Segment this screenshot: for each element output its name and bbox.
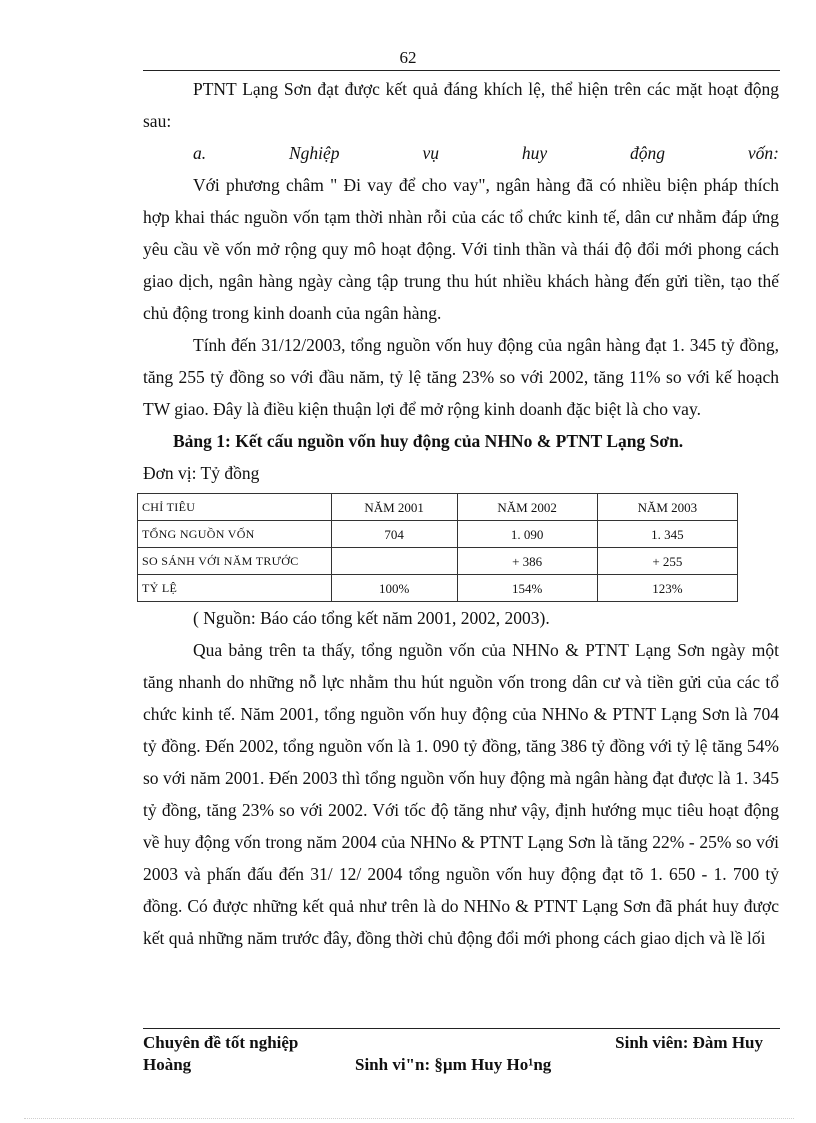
table-cell [331,548,457,575]
table-cell: TỔNG NGUỒN VỐN [138,521,332,548]
document-body [143,73,779,954]
table-cell: 100% [331,575,457,602]
footer-thesis-label: Chuyên đề tốt nghiệp [143,1033,299,1052]
paragraph-intro: PTNT Lạng Sơn đạt được kết quả đáng khích lệ, thể hiện trên các mặt hoạt động sau: [143,79,779,131]
table-cell: 704 [331,521,457,548]
section-heading-a [143,137,779,169]
heading-word: huy [521,143,548,163]
table-cell: 1. 345 [597,521,737,548]
paragraph-policy: Với phương châm " Đi vay để cho vay", ngân hàng đã có nhiều biện pháp thích hợp khai thác nguồn vốn tạm thời nhàn rỗi của các tổ chức kinh tế, dân cư nhằm đáp ứng yêu cầu về vốn mở rộng quy mô hoạt động. Với tinh thần và thái độ đổi mới phong cách giao dịch, ngân hàng ngày càng tập trung thu hút nhiều khách hàng đến gửi tiền, tạo thế chủ động trong kinh doanh của ngân hàng. [143,175,779,323]
heading-word: động [630,143,665,163]
table-cell: + 255 [597,548,737,575]
paragraph-analysis: Qua bảng trên ta thấy, tổng nguồn vốn của NHNo & PTNT Lạng Sơn ngày một tăng nhanh do những nỗ lực nhằm thu hút nguồn vốn trong dân cư và tiền gửi của các tổ chức kinh tế. Năm 2001, tổng nguồn vốn huy động của NHNo & PTNT Lạng Sơn là 704 tỷ đồng. Đến 2002, tổng nguồn vốn là 1. 090 tỷ đồng, tăng 386 tỷ đồng với tỷ lệ tăng 54% so với năm 2001. Đến 2003 thì tổng nguồn vốn huy động mà ngân hàng đạt được là 1. 345 tỷ đồng, tăng 23% so với 2002. Với tốc độ tăng như vậy, định hướng mục tiêu hoạt động về huy động vốn trong năm 2004 của NHNo & PTNT Lạng Sơn là tăng 22% - 25% so với 2003 và phấn đấu đến 31/ 12/ 2004 tổng nguồn vốn huy động đạt tõ 1. 650 - 1. 700 tỷ đồng. Có được những kết quả như trên là do NHNo & PTNT Lạng Sơn đã phát huy được kết quả những năm trước đây, đồng thời chủ động đổi mới phong cách giao dịch và lề lối [143,640,779,948]
table-header-cell: NĂM 2001 [331,494,457,521]
header-rule [143,70,780,71]
table-unit: Đơn vị: Tỷ đồng [143,463,260,483]
footer-student-name: Sinh viên: Đàm Huy [615,1033,763,1052]
table-row [138,521,738,548]
paragraph-result-2003: Tính đến 31/12/2003, tổng nguồn vốn huy động của ngân hàng đạt 1. 345 tỷ đồng, tăng 255 tỷ đồng so với đầu năm, tỷ lệ tăng 23% so với 2002, tăng 11% so với kế hoạch TW giao. Đây là điều kiện thuận lợi để mở rộng kinh doanh đặc biệt là cho vay. [143,335,779,419]
table-cell: + 386 [457,548,597,575]
table-header-cell: NĂM 2002 [457,494,597,521]
table-cell: TỶ LỆ [138,575,332,602]
page-edge-dotted-line [24,1118,794,1119]
table-cell: 1. 090 [457,521,597,548]
table-cell: 123% [597,575,737,602]
capital-table [137,493,738,602]
table-header-row [138,494,738,521]
footer-garbled-student-name: Sinh vi"n: §µm Huy Ho¹ng [355,1055,552,1074]
table-title: Bảng 1: Kết cấu nguồn vốn huy động của NHNo & PTNT Lạng Sơn. [173,431,684,451]
heading-word: vốn: [747,143,779,163]
table-cell: 154% [457,575,597,602]
heading-word: vụ [422,143,439,163]
table-row [138,548,738,575]
table-cell: SO SÁNH VỚI NĂM TRƯỚC [138,548,332,575]
heading-word: Nghiệp [289,143,340,163]
footer-name-continuation: Hoàng [143,1055,192,1074]
table-source: ( Nguồn: Báo cáo tổng kết năm 2001, 2002, 2003). [193,608,550,628]
page-number: 62 [399,48,417,67]
page-footer [143,1032,763,1076]
table-header-cell: NĂM 2003 [597,494,737,521]
table-header-cell: CHỈ TIÊU [138,494,332,521]
table-row [138,575,738,602]
footer-rule [143,1028,780,1029]
heading-word: a. [193,143,207,163]
